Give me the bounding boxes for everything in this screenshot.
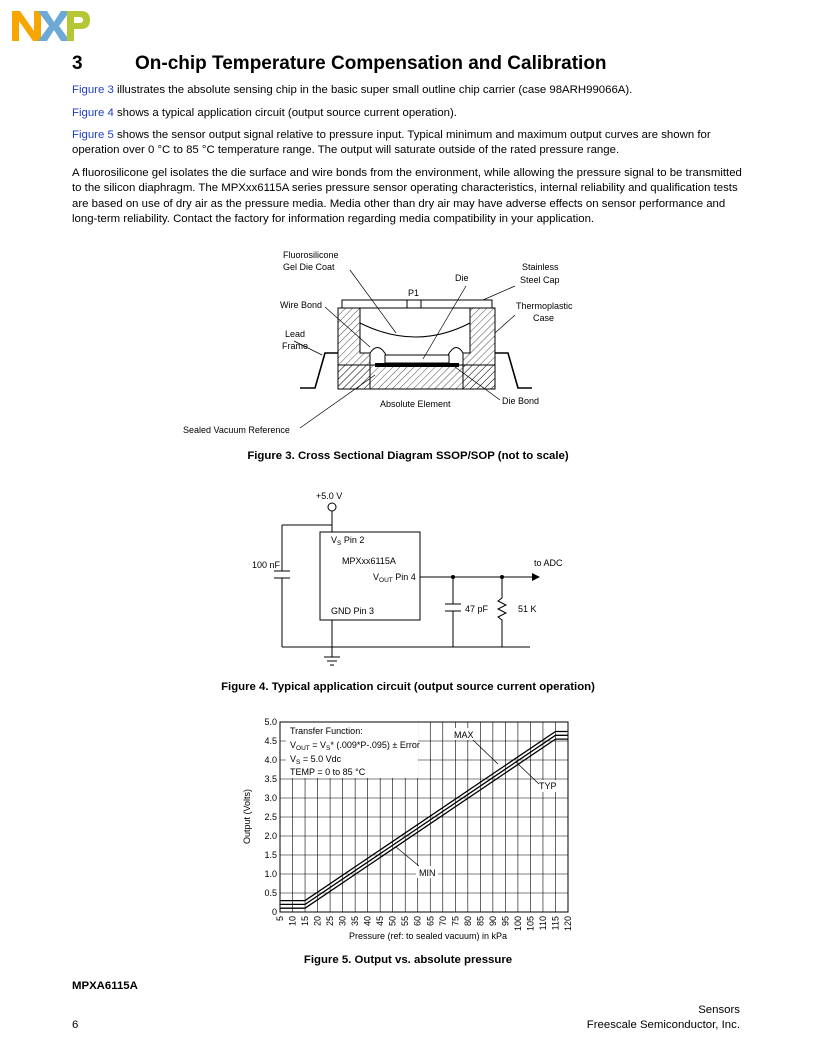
y-tick-label: 3.0	[264, 793, 277, 803]
footer-category: Sensors	[698, 1004, 740, 1016]
gnd-pin-label: GND Pin 3	[331, 606, 375, 616]
x-tick-label: 105	[525, 916, 536, 932]
x-tick-label: 85	[475, 916, 486, 927]
cap-47pf-label: 47 pF	[465, 604, 489, 614]
label-cap-1: Stainless	[522, 262, 559, 272]
label-p1: P1	[408, 288, 420, 298]
label-gel-2: Gel Die Coat	[283, 262, 335, 272]
x-tick-label: 20	[312, 916, 323, 927]
figure4-caption: Figure 4. Typical application circuit (output source current operation)	[221, 681, 595, 693]
x-tick-label: 10	[287, 916, 298, 927]
supply-label: +5.0 V	[316, 491, 343, 501]
y-tick-label: 2.5	[264, 812, 277, 822]
logo-n-mark	[12, 11, 41, 41]
paragraph-figure3	[72, 83, 744, 98]
label-lead-2: Frame	[282, 341, 309, 351]
label-case-1: Thermoplastic	[516, 301, 573, 311]
logo-x-mark	[38, 11, 70, 41]
label-case-2: Case	[533, 313, 555, 323]
callout-typ: TYP	[539, 781, 557, 791]
wire-bond	[448, 347, 463, 355]
x-tick-label: 45	[375, 916, 386, 927]
cap-100nf-label: 100 nF	[252, 560, 281, 570]
x-tick-label: 115	[550, 916, 561, 931]
x-tick-label: 30	[337, 916, 348, 927]
logo-p-mark	[67, 11, 90, 41]
gel-coat	[360, 323, 470, 337]
paragraph-text: shows the sensor output signal relative to pressure input. Typical minimum and maximum output curves are shown for operation over 0 °C to 85 °C temperature range. The output will saturate outside of the rated pressure range.	[72, 129, 711, 157]
part-number: MPXxx6115A	[342, 556, 396, 566]
y-tick-label: 3.5	[264, 774, 277, 784]
supply-node	[328, 503, 336, 511]
x-tick-label: 55	[400, 916, 411, 927]
y-tick-label: 0	[271, 907, 277, 917]
y-tick-label: 4.5	[264, 736, 277, 746]
x-tick-label: 25	[325, 916, 336, 927]
wire-bond	[370, 347, 386, 355]
x-tick-label: 95	[500, 916, 511, 927]
figure3-link[interactable]: Figure 3	[72, 84, 114, 96]
resistor-label: 51 K	[518, 604, 537, 614]
x-tick-label: 80	[462, 916, 473, 927]
x-tick-label: 15	[300, 916, 311, 927]
y-tick-label: 1.0	[264, 869, 277, 879]
label-vacuum: Sealed Vacuum Reference	[183, 425, 290, 435]
case-bottom	[338, 365, 495, 389]
die-bond	[375, 363, 459, 367]
paragraph-figure4	[72, 106, 744, 121]
paragraph-figure5	[72, 128, 744, 159]
resistor	[498, 577, 506, 647]
cross-section-diagram	[170, 243, 590, 443]
vs-pin-label: $V_S$ Pin 2	[331, 535, 365, 547]
label-lead-1: Lead	[285, 329, 306, 339]
x-tick-label: 100	[512, 916, 523, 932]
footer-page-number: 6	[72, 1019, 79, 1031]
x-tick-label: 120	[563, 916, 573, 932]
x-tick-label: 5	[275, 916, 285, 922]
vout-pin-label: $V_{OUT}$ Pin 4	[373, 572, 416, 584]
legend-line-1: Transfer Function:	[290, 726, 363, 736]
legend-line-3: $V_S = 5.0$ Vdc	[290, 754, 342, 766]
label-wire-bond: Wire Bond	[280, 300, 323, 310]
lead-frame-right	[495, 353, 532, 388]
figure5-caption: Figure 5. Output vs. absolute pressure	[303, 954, 513, 966]
p1-port	[407, 300, 421, 308]
label-die: Die	[455, 273, 469, 283]
x-tick-label: 40	[362, 916, 373, 927]
section-title: On-chip Temperature Compensation and Calibration	[135, 53, 607, 74]
footer-company: Freescale Semiconductor, Inc.	[586, 1019, 740, 1031]
nxp-logo	[10, 9, 92, 43]
x-tick-label: 70	[437, 916, 448, 927]
y-tick-label: 0.5	[264, 888, 277, 898]
x-tick-label: 60	[412, 916, 423, 927]
legend-line-4: TEMP = 0 to 85 °C	[290, 767, 366, 777]
callout-max: MAX	[454, 730, 474, 740]
lead-frame-left	[300, 353, 338, 388]
x-tick-label: 110	[537, 916, 548, 931]
y-tick-label: 5.0	[264, 717, 277, 727]
y-tick-label: 2.0	[264, 831, 277, 841]
paragraph-text: illustrates the absolute sensing chip in the basic super small outline chip carrier (case 98ARH99066A).	[113, 84, 633, 96]
figure5-link[interactable]: Figure 5	[72, 129, 114, 141]
label-die-bond: Die Bond	[502, 396, 540, 406]
x-tick-label: 65	[425, 916, 436, 927]
legend-line-2: $V_{OUT} = V_S*$ (.009*P-.095) ± Error	[290, 740, 420, 752]
label-absolute-element: Absolute Element	[380, 399, 451, 409]
to-adc-label: to ADC	[534, 558, 563, 568]
footer-part-number: MPXA6115A	[72, 980, 138, 992]
paragraph-gel: A fluorosilicone gel isolates the die surface and wire bonds from the environment, while allowing the pressure signal to be transmitted to the silicon diaphragm. The MPXxx6115A series pressure sensor operating characteristics, internal reliability and qualification tests are based on use of dry air as the pressure media. Media other than dry air may have adverse effects on sensor performance and long-term reliability. Contact the factory for information regarding media compatibility in your application.	[72, 167, 742, 225]
figure3-caption: Figure 3. Cross Sectional Diagram SSOP/SOP (not to scale)	[247, 450, 569, 462]
paragraph-text: shows a typical application circuit (output source current operation).	[113, 107, 457, 119]
output-arrow	[532, 573, 540, 581]
x-axis-label: Pressure (ref: to sealed vacuum) in kPa	[349, 931, 508, 941]
x-tick-label: 75	[450, 916, 461, 927]
figure4-link[interactable]: Figure 4	[72, 107, 114, 119]
section-number: 3	[72, 53, 83, 74]
x-tick-label: 90	[487, 916, 498, 927]
y-axis-label: Output (Volts)	[242, 788, 252, 844]
y-tick-label: 1.5	[264, 850, 277, 860]
label-cap-2: Steel Cap	[520, 275, 560, 285]
application-circuit	[240, 485, 580, 670]
output-pressure-chart	[236, 712, 586, 947]
x-tick-label: 50	[387, 916, 398, 927]
label-gel-1: Fluorosilicone	[283, 250, 339, 260]
x-tick-label: 35	[350, 916, 361, 927]
y-tick-label: 4.0	[264, 755, 277, 765]
die	[385, 355, 449, 363]
callout-min: MIN	[419, 868, 436, 878]
